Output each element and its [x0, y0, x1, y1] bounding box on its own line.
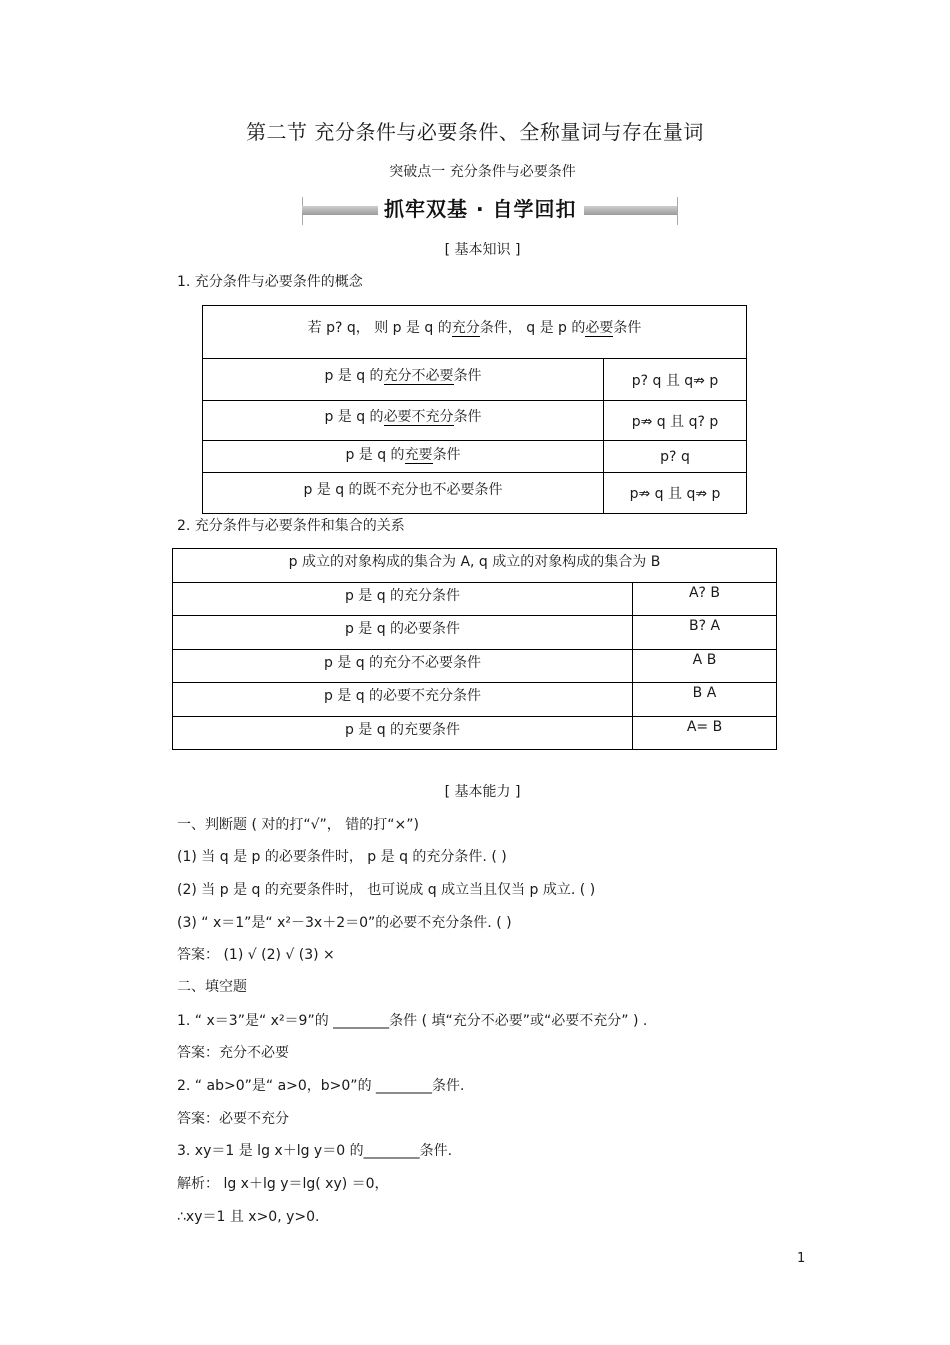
table-row [203, 359, 747, 401]
fill-question: 3. xy＝1 是 lg x＋lg y＝0 的________条件. [177, 1143, 453, 1159]
relation-label: p 是 q 的充要条件 [173, 717, 633, 750]
section-banner [302, 193, 678, 227]
row-relation: p? q [604, 441, 747, 473]
banner-text: 抓牢双基 · 自学回扣 [384, 197, 577, 221]
row-label-pre: p 是 q 的 [345, 447, 405, 463]
judge-title: 一、判断题 ( 对的打“√”， 错的打“×”) [177, 817, 419, 833]
relation-label: p 是 q 的必要条件 [173, 616, 633, 650]
relation-label: p 是 q 的充分不必要条件 [173, 650, 633, 683]
section2-title: 2. 充分条件与必要条件和集合的关系 [177, 518, 405, 534]
row-label-post: 条件 [432, 447, 461, 463]
section-subtitle: 突破点一 充分条件与必要条件 [389, 164, 576, 180]
table-row [203, 441, 747, 473]
fill-question: 1. “ x＝3”是“ x²＝9”的 ________条件 ( 填“充分不必要”或“必要不充分” ) . [177, 1013, 648, 1029]
table-row [173, 650, 777, 683]
table-row [203, 473, 747, 514]
definition-term-necessary: 必要 [585, 320, 614, 336]
set-relation: B A [633, 683, 777, 717]
set-table-header: p 成立的对象构成的集合为 A, q 成立的对象构成的集合为 B [173, 549, 777, 583]
analysis-conclusion: ∴xy＝1 且 x>0, y>0. [177, 1209, 320, 1225]
row-relation: p? q 且 q⇏ p [604, 359, 747, 401]
judge-item: (3) “ x＝1”是“ x²－3x＋2＝0”的必要不充分条件. ( ) [177, 915, 512, 931]
set-relation: A? B [633, 583, 777, 616]
set-relation: A= B [633, 717, 777, 750]
concept-table [202, 305, 747, 514]
table-row [173, 583, 777, 616]
table-row [173, 717, 777, 750]
row-label-pre: p 是 q 的既不充分也不必要条件 [303, 482, 503, 498]
table-row [173, 616, 777, 650]
row-label-term: 必要不充分 [383, 409, 454, 425]
fill-analysis: 解析： lg x＋lg y＝lg( xy) ＝0， [177, 1176, 389, 1192]
set-relation: B? A [633, 616, 777, 650]
row-label-term: 充分不必要 [383, 368, 454, 384]
page-number: 1 [797, 1251, 806, 1266]
fill-question: 2. “ ab>0”是“ a>0，b>0”的 ________条件. [177, 1078, 465, 1094]
fill-answer: 答案：必要不充分 [177, 1111, 289, 1127]
definition-suffix: 条件 [613, 320, 642, 336]
definition-term-sufficient: 充分 [451, 320, 480, 336]
basic-knowledge-heading: [ 基本知识 ] [444, 242, 521, 258]
table-row [203, 401, 747, 441]
row-label-term: 充要 [404, 447, 433, 463]
judge-item: (1) 当 q 是 p 的必要条件时， p 是 q 的充分条件. ( ) [177, 849, 507, 865]
table-row [173, 683, 777, 717]
set-relation-table [172, 548, 777, 750]
fill-answer: 答案：充分不必要 [177, 1045, 289, 1061]
set-relation: A B [633, 650, 777, 683]
definition-mid: 条件， q 是 p 的 [479, 320, 586, 336]
fill-title: 二、填空题 [177, 979, 247, 995]
judge-answer: 答案： (1) √ (2) √ (3) × [177, 947, 335, 963]
relation-label: p 是 q 的充分条件 [173, 583, 633, 616]
section1-title: 1. 充分条件与必要条件的概念 [177, 274, 363, 290]
row-label-post: 条件 [453, 368, 482, 384]
basic-ability-heading: [ 基本能力 ] [444, 784, 521, 800]
page-title: 第二节 充分条件与必要条件、全称量词与存在量词 [246, 120, 704, 144]
relation-label: p 是 q 的必要不充分条件 [173, 683, 633, 717]
judge-item: (2) 当 p 是 q 的充要条件时， 也可说成 q 成立当且仅当 p 成立. ( ) [177, 882, 596, 898]
concept-definition-cell [203, 306, 747, 359]
row-label-pre: p 是 q 的 [324, 368, 384, 384]
definition-prefix: 若 p? q， 则 p 是 q 的 [307, 320, 452, 336]
row-relation: p⇏ q 且 q⇏ p [604, 473, 747, 514]
row-relation: p⇏ q 且 q? p [604, 401, 747, 441]
row-label-post: 条件 [453, 409, 482, 425]
row-label-pre: p 是 q 的 [324, 409, 384, 425]
